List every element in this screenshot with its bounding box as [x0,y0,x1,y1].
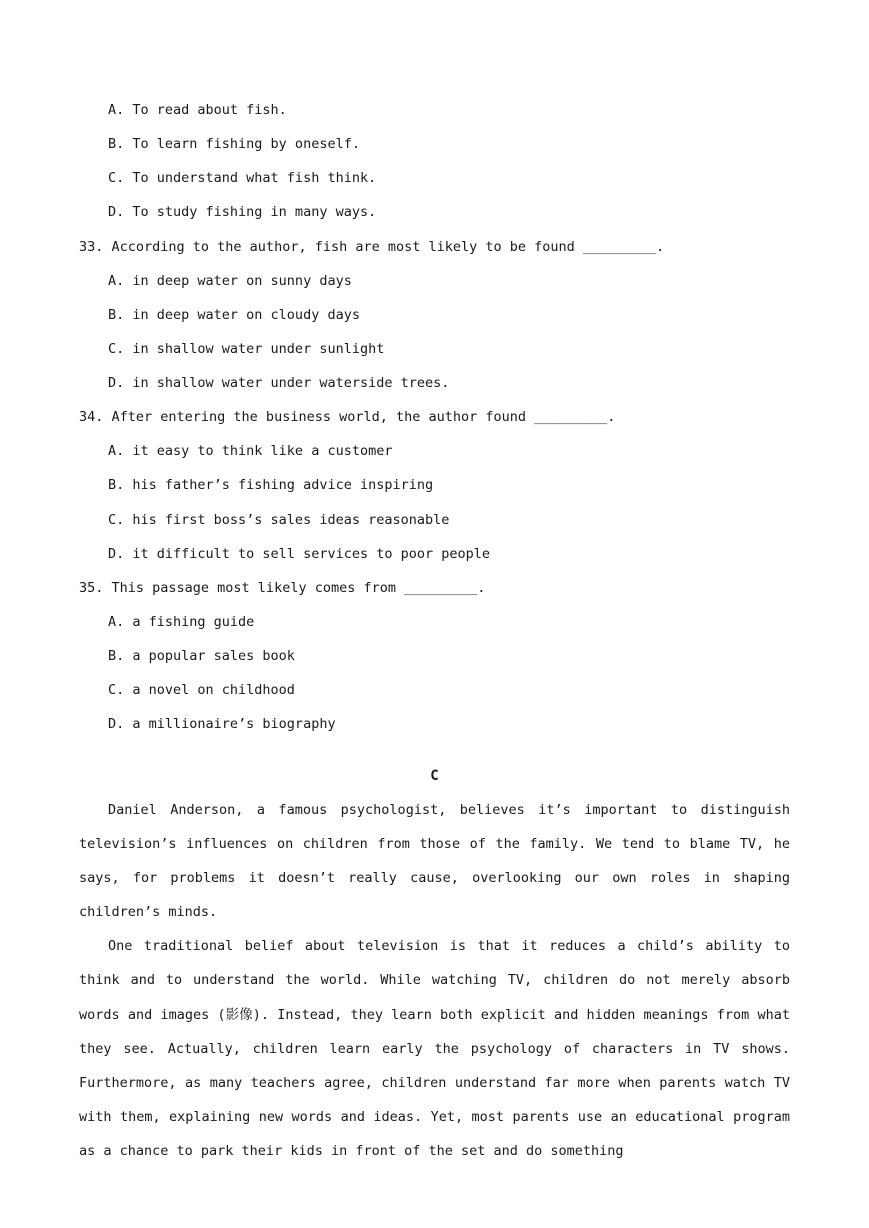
q35-stem: 35. This passage most likely comes from _________. [79,580,486,596]
q32-option-b: B. To learn fishing by oneself. [108,136,360,152]
section-c-passage [79,793,790,1168]
q33-option-b: B. in deep water on cloudy days [108,307,360,323]
q34-option-b: B. his father’s fishing advice inspiring [108,477,434,493]
passage-paragraph-1: Daniel Anderson, a famous psychologist, believes it’s important to distinguish television’s influences on children from those of the family. We tend to blame TV, he says, for problems it doesn’t really cause, overlooking our own roles in shaping children’s minds. [79,802,790,921]
q33-option-c: C. in shallow water under sunlight [108,341,385,357]
q32-option-c: C. To understand what fish think. [108,170,377,186]
q35-option-b: B. a popular sales book [108,648,295,664]
q35-option-a: A. a fishing guide [108,614,255,630]
q35-option-c: C. a novel on childhood [108,682,295,698]
section-c-heading: C [430,768,439,784]
q34-stem: 34. After entering the business world, the author found _________. [79,409,616,425]
q33-option-a: A. in deep water on sunny days [108,273,352,289]
q35-option-d: D. a millionaire’s biography [108,716,336,732]
q34-option-d: D. it difficult to sell services to poor people [108,546,491,562]
passage-paragraph-2: One traditional belief about television is that it reduces a child’s ability to think and to understand the world. While watching TV, children do not merely absorb words and images (影像). Instead, they learn both explicit and hidden meanings from what they see. Actually, children learn early the psychology of characters in TV shows. Furthermore, as many teachers agree, children understand far more when parents watch TV with them, explaining new words and ideas. Yet, most parents use an educational program as a chance to park their kids in front of the set and do something [79,938,790,1159]
q33-option-d: D. in shallow water under waterside trees. [108,375,450,391]
q32-option-d: D. To study fishing in many ways. [108,204,377,220]
q34-option-a: A. it easy to think like a customer [108,443,393,459]
q32-option-a: A. To read about fish. [108,102,287,118]
q34-option-c: C. his first boss’s sales ideas reasonable [108,512,450,528]
q33-stem: 33. According to the author, fish are most likely to be found _________. [79,239,665,255]
